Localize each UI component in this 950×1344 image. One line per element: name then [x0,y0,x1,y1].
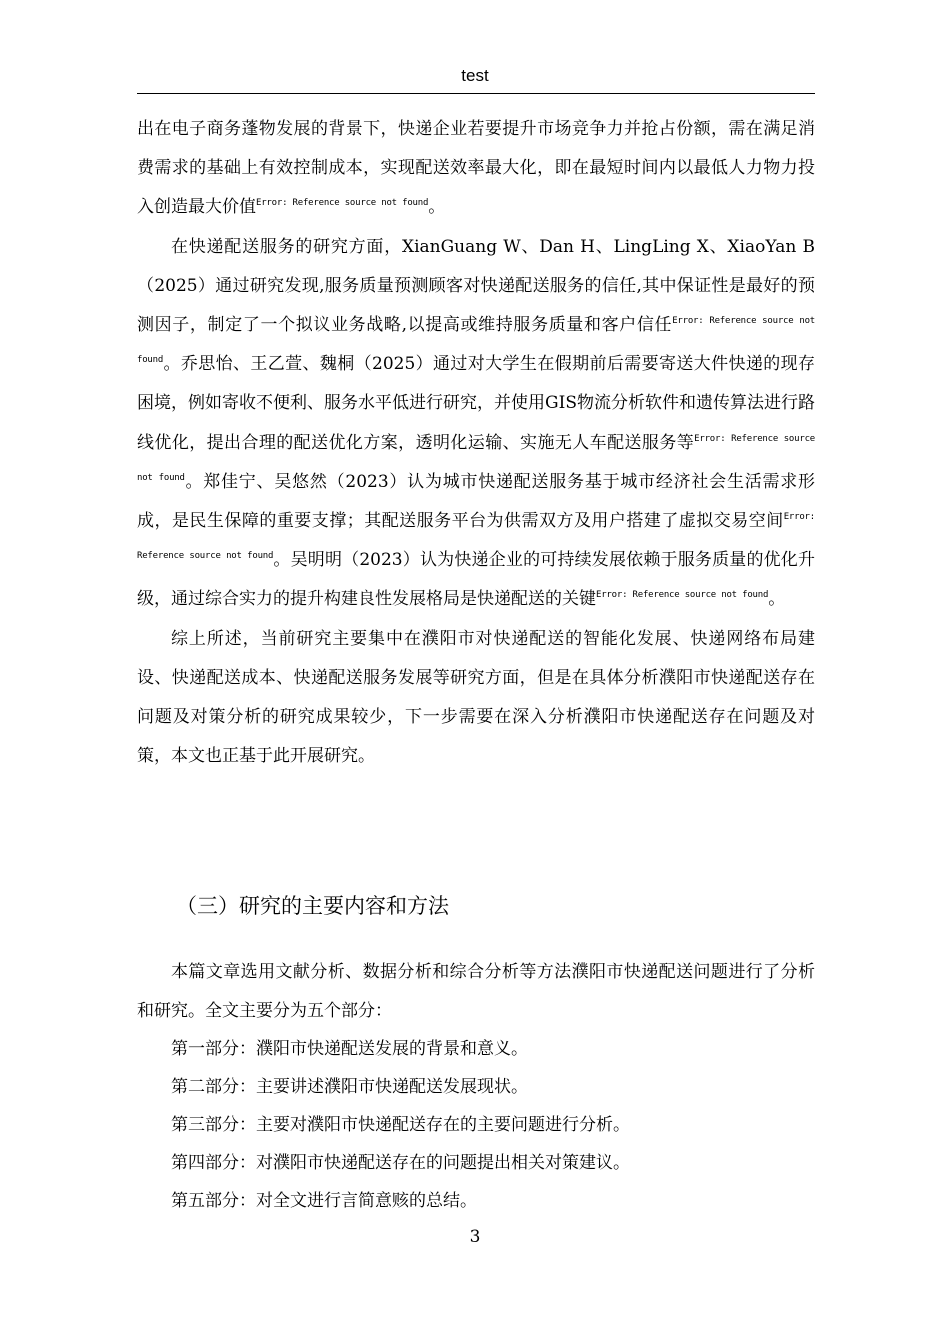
reference-error: Error: Reference source not found [137,316,815,366]
reference-error: Error: Reference source not found [596,590,769,601]
section-content [137,953,815,1220]
paragraph-2 [137,228,815,620]
page-number: 3 [469,1227,481,1247]
paragraph-2-s3: 。郑佳宁、吴悠然（2023）认为城市快递配送服务基于城市经济社会生活需求形成，是民生保障的重要支撑；其配送服务平台为供需双方及用户搭建了虚拟交易空间 [137,471,815,532]
paragraph-1 [137,110,815,228]
paragraph-2-s2: 。乔思怡、王乙萱、魏桐（2025）通过对大学生在假期前后需要寄送大件快递的现存困境，例如寄收不便利、服务水平低进行研究，并使用GIS物流分析软件和遗传算法进行路线优化，提出合理的配送优化方案，透明化运输、实施无人车配送服务等 [137,354,815,453]
paragraph-3: 综上所述，当前研究主要集中在濮阳市对快递配送的智能化发展、快递网络布局建设、快递配送成本、快递配送服务发展等研究方面，但是在具体分析濮阳市快递配送存在问题及对策分析的研究成果较少，下一步需要在深入分析濮阳市快递配送存在问题及对策，本文也正基于此开展研究。 [137,628,815,767]
paragraph-2-s1: 在快递配送服务的研究方面，XianGuang W、Dan H、LingLing X、XiaoYan B（2025）通过研究发现,服务质量预测顾客对快递配送服务的信任,其中保证性是最好的预测因子，制定了一个拟议业务战略,以提高或维持服务质量和客户信任 [137,236,815,336]
list-item: 第三部分：主要对濮阳市快递配送存在的主要问题进行分析。 [171,1115,630,1135]
reference-error: Error: Reference source not found [256,198,429,209]
reference-error: Error: Reference source not found [137,433,816,483]
section-heading: （三）研究的主要内容和方法 [176,894,449,918]
paragraph-2-s4: 。吴明明（2023）认为快递企业的可持续发展依赖于服务质量的优化升级，通过综合实力的提升构建良性发展格局是快递配送的关键 [137,550,815,610]
list-item: 第五部分：对全文进行言简意赅的总结。 [171,1190,477,1211]
header-divider [137,93,815,94]
page-header-title: test [461,66,489,85]
section-intro: 本篇文章选用文献分析、数据分析和综合分析等方法濮阳市快递配送问题进行了分析和研究。全文主要分为五个部分： [137,962,815,1022]
body-text [137,110,815,776]
list-item: 第二部分：主要讲述濮阳市快递配送发展现状。 [171,1077,528,1098]
list-item: 第四部分：对濮阳市快递配送存在的问题提出相关对策建议。 [171,1152,630,1173]
paragraph-2-s5: 。 [768,589,786,610]
list-item: 第一部分：濮阳市快递配送发展的背景和意义。 [171,1039,528,1060]
paragraph-1-text: 出在电子商务蓬物发展的背景下，快递企业若要提升市场竞争力并抢占份额，需在满足消费需求的基础上有效控制成本，实现配送效率最大化，即在最短时间内以最低人力物力投入创造最大价值 [137,119,815,218]
paragraph-1-end: 。 [428,197,446,218]
reference-error: Error: Reference source not found [137,512,815,562]
